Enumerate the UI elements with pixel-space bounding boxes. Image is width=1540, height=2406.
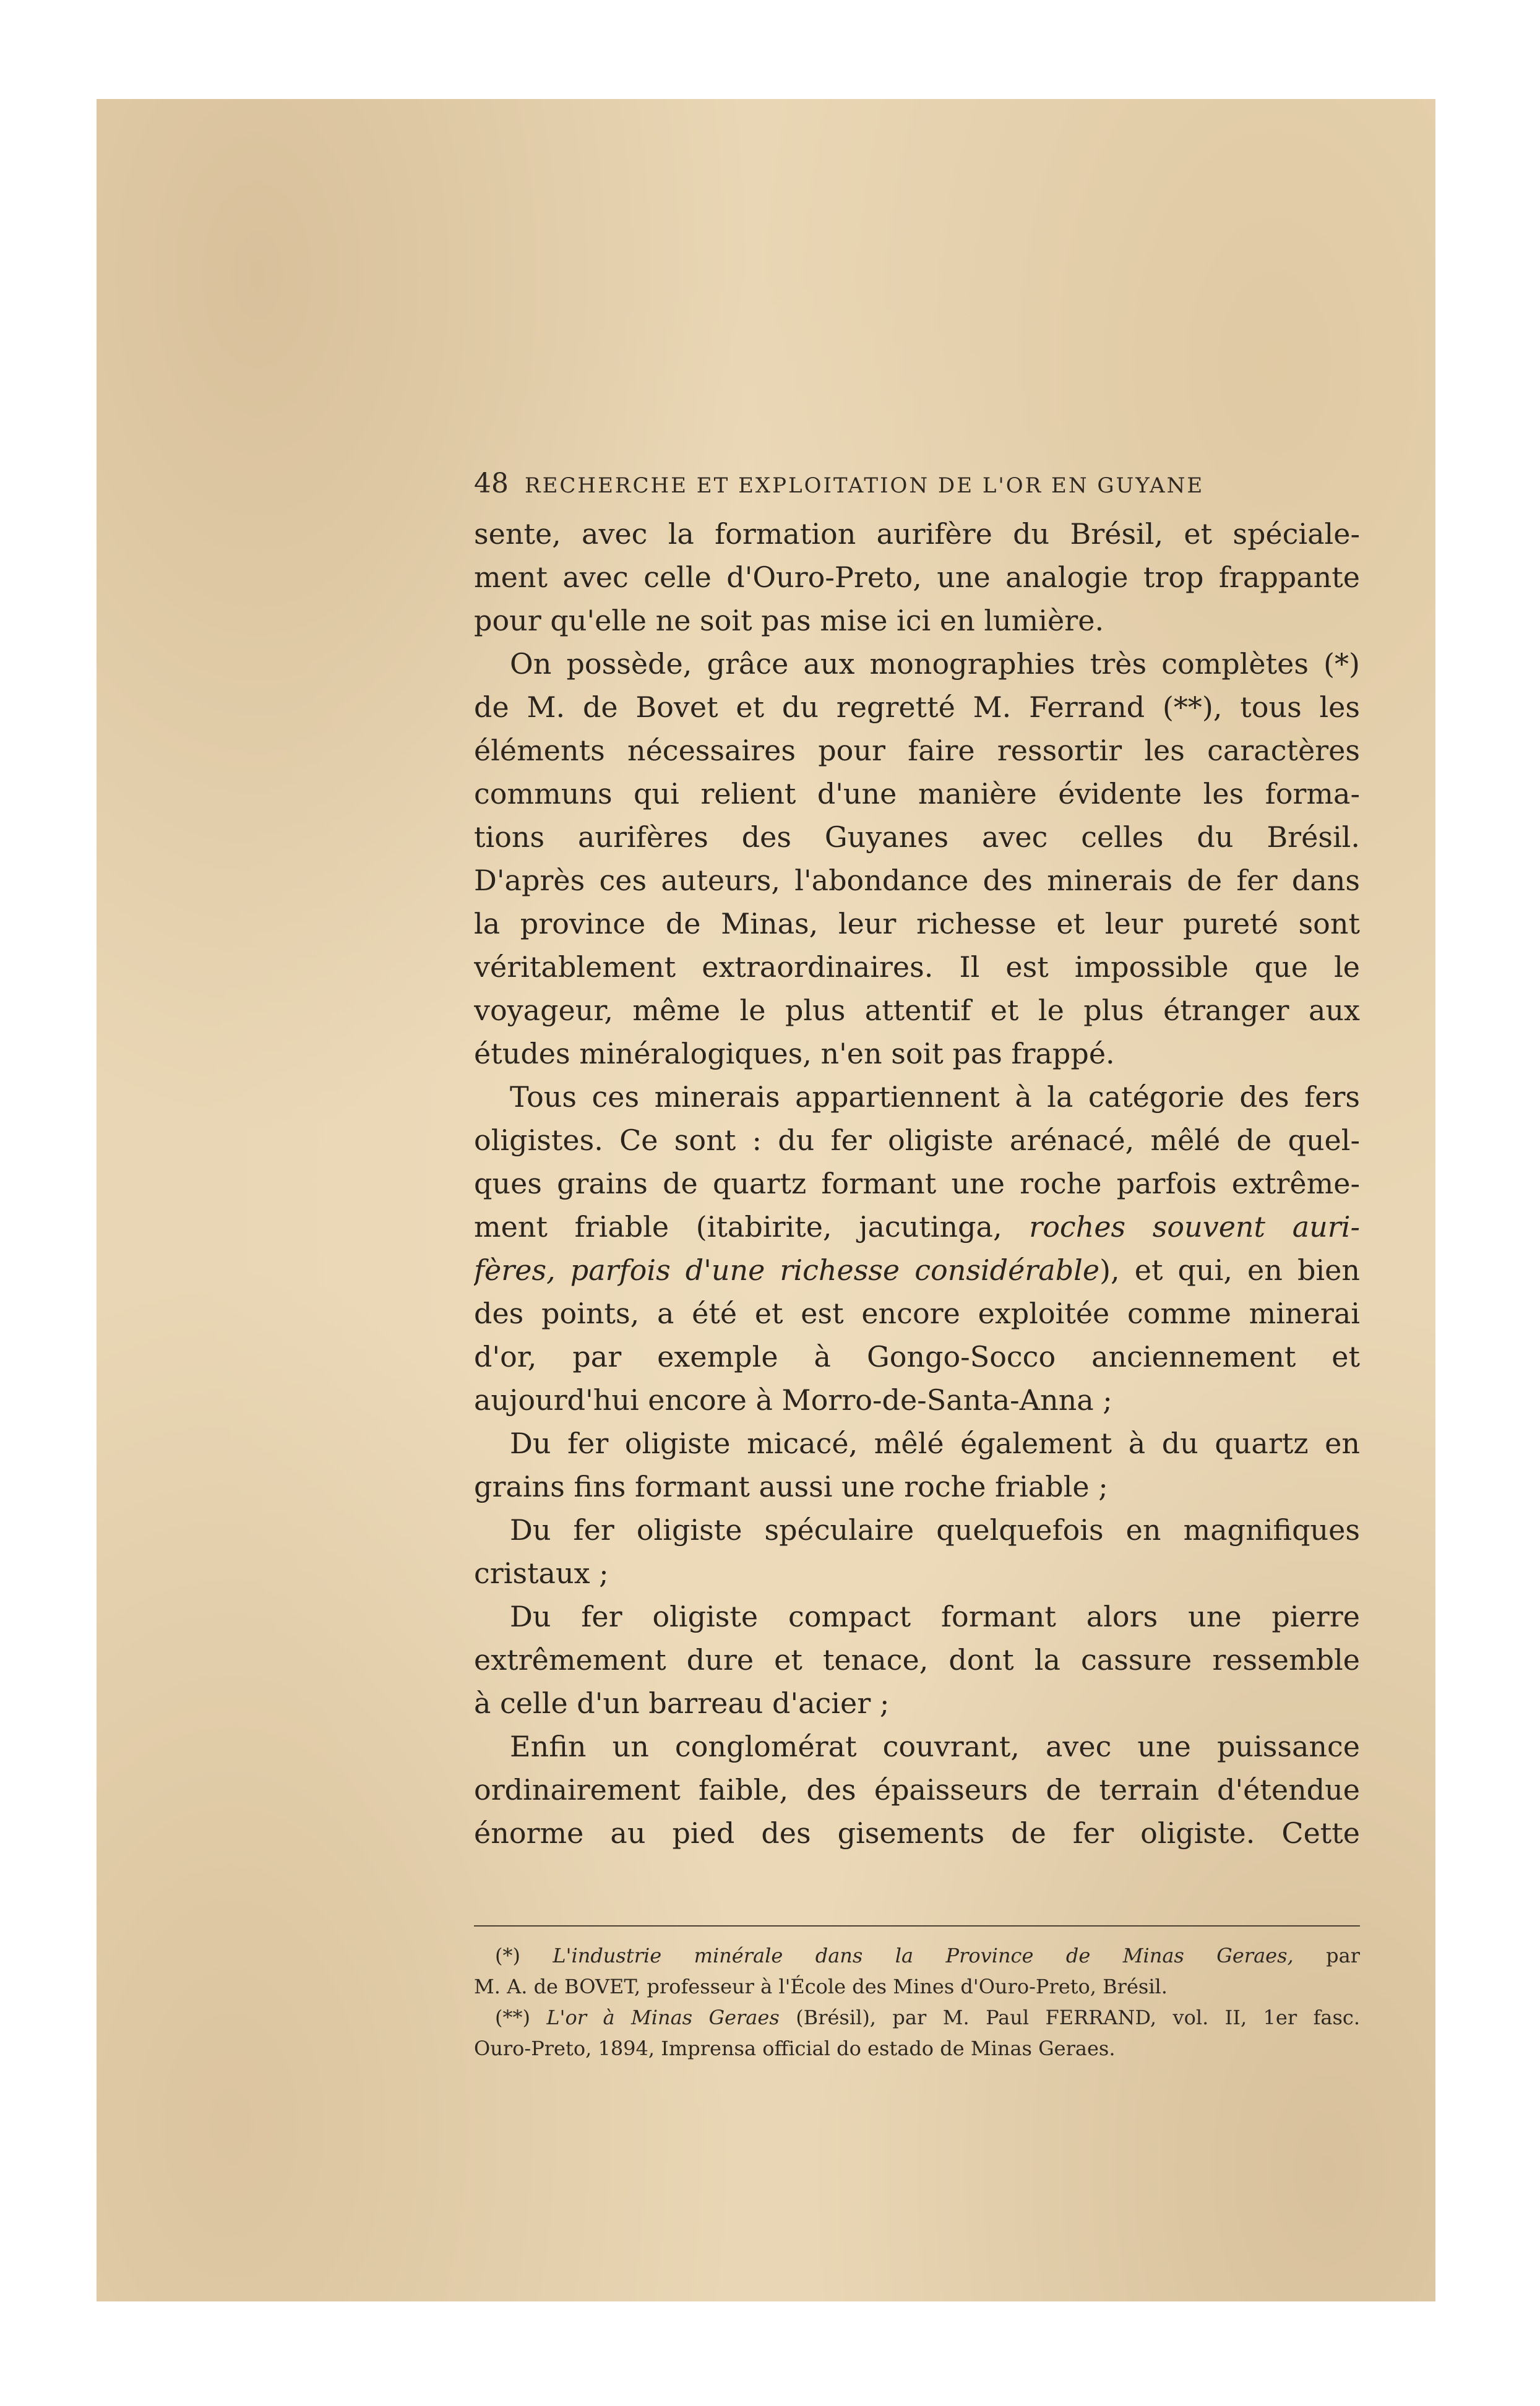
running-head — [474, 468, 1360, 502]
footnote-title: L'or à Minas Geraes — [546, 2006, 780, 2029]
body-line: sente, avec la formation aurifère du Brésil, et spéciale- — [474, 517, 1360, 551]
body-line: la province de Minas, leur richesse et leur pureté sont — [474, 907, 1360, 940]
body-line: On possède, grâce aux monographies très complètes (*) — [510, 647, 1360, 681]
body-line-roman: ), et qui, en bien — [1099, 1253, 1360, 1287]
body-line: Du fer oligiste micacé, mêlé également à du quartz en — [510, 1427, 1360, 1460]
running-head-title: RECHERCHE ET EXPLOITATION DE L'OR EN GUYANE — [525, 473, 1205, 498]
body-line: des points, a été et est encore exploitée comme minerai — [474, 1297, 1360, 1330]
body-line: ques grains de quartz formant une roche parfois extrême- — [474, 1167, 1360, 1200]
footnote-text: (Brésil), par M. Paul FERRAND, vol. II, 1er fasc. — [796, 2006, 1360, 2029]
body-line: pour qu'elle ne soit pas mise ici en lumière. — [474, 604, 1104, 637]
body-line: Du fer oligiste spéculaire quelquefois en magnifiques — [510, 1513, 1360, 1547]
body-line-italic: fères, parfois d'une richesse considérable — [474, 1253, 1100, 1287]
footnote-2-continuation: Ouro-Preto, 1894, Imprensa official do estado de Minas Geraes. — [474, 2037, 1116, 2060]
footnote-2 — [474, 2002, 1360, 2033]
body-line: véritablement extraordinaires. Il est impossible que le — [474, 950, 1360, 984]
footnote-marker: (**) — [495, 2006, 530, 2029]
page-number: 48 — [474, 468, 509, 499]
body-line: aujourd'hui encore à Morro-de-Santa-Anna ; — [474, 1383, 1112, 1417]
body-line: oligistes. Ce sont : du fer oligiste arénacé, mêlé de quel- — [474, 1124, 1360, 1157]
footnote-1-continuation: M. A. de BOVET, professeur à l'École des Mines d'Ouro-Preto, Brésil. — [474, 1975, 1168, 1998]
body-line: éléments nécessaires pour faire ressortir les caractères — [474, 734, 1360, 767]
body-line: Tous ces minerais appartiennent à la catégorie des fers — [510, 1080, 1360, 1114]
footnote-text: par — [1326, 1944, 1360, 1967]
body-line — [474, 1248, 1360, 1292]
footnote-title: L'industrie minérale dans la Province de Minas Geraes, — [553, 1944, 1294, 1967]
body-line: Enfin un conglomérat couvrant, avec une puissance — [510, 1730, 1360, 1763]
body-line: extrêmement dure et tenace, dont la cassure ressemble — [474, 1643, 1360, 1677]
scanned-page — [97, 99, 1435, 2301]
body-line: d'or, par exemple à Gongo-Socco anciennement et — [474, 1340, 1360, 1373]
footnote-divider — [474, 1925, 1360, 1927]
body-line: ordinairement faible, des épaisseurs de terrain d'étendue — [474, 1773, 1360, 1807]
body-line: tions aurifères des Guyanes avec celles du Brésil. — [474, 820, 1360, 854]
body-line: études minéralogiques, n'en soit pas frappé. — [474, 1037, 1115, 1070]
body-line: à celle d'un barreau d'acier ; — [474, 1686, 890, 1720]
body-line-roman: ment friable (itabirite, jacutinga, — [474, 1210, 1002, 1244]
body-line: de M. de Bovet et du regretté M. Ferrand (**), tous les — [474, 690, 1360, 724]
body-line: énorme au pied des gisements de fer oligiste. Cette — [474, 1816, 1360, 1850]
body-line: cristaux ; — [474, 1557, 609, 1590]
footnote-1 — [474, 1940, 1360, 1971]
body-line: D'après ces auteurs, l'abondance des minerais de fer dans — [474, 864, 1360, 897]
body-line — [474, 1205, 1360, 1248]
body-line: voyageur, même le plus attentif et le plus étranger aux — [474, 994, 1360, 1027]
footnote-marker: (*) — [495, 1944, 520, 1967]
body-line-italic: roches souvent auri- — [1029, 1210, 1360, 1244]
body-line: ment avec celle d'Ouro-Preto, une analogie trop frappante — [474, 561, 1360, 594]
body-line: grains fins formant aussi une roche friable ; — [474, 1470, 1108, 1503]
body-line: Du fer oligiste compact formant alors une pierre — [510, 1600, 1360, 1633]
body-line: communs qui relient d'une manière évidente les forma- — [474, 777, 1360, 810]
